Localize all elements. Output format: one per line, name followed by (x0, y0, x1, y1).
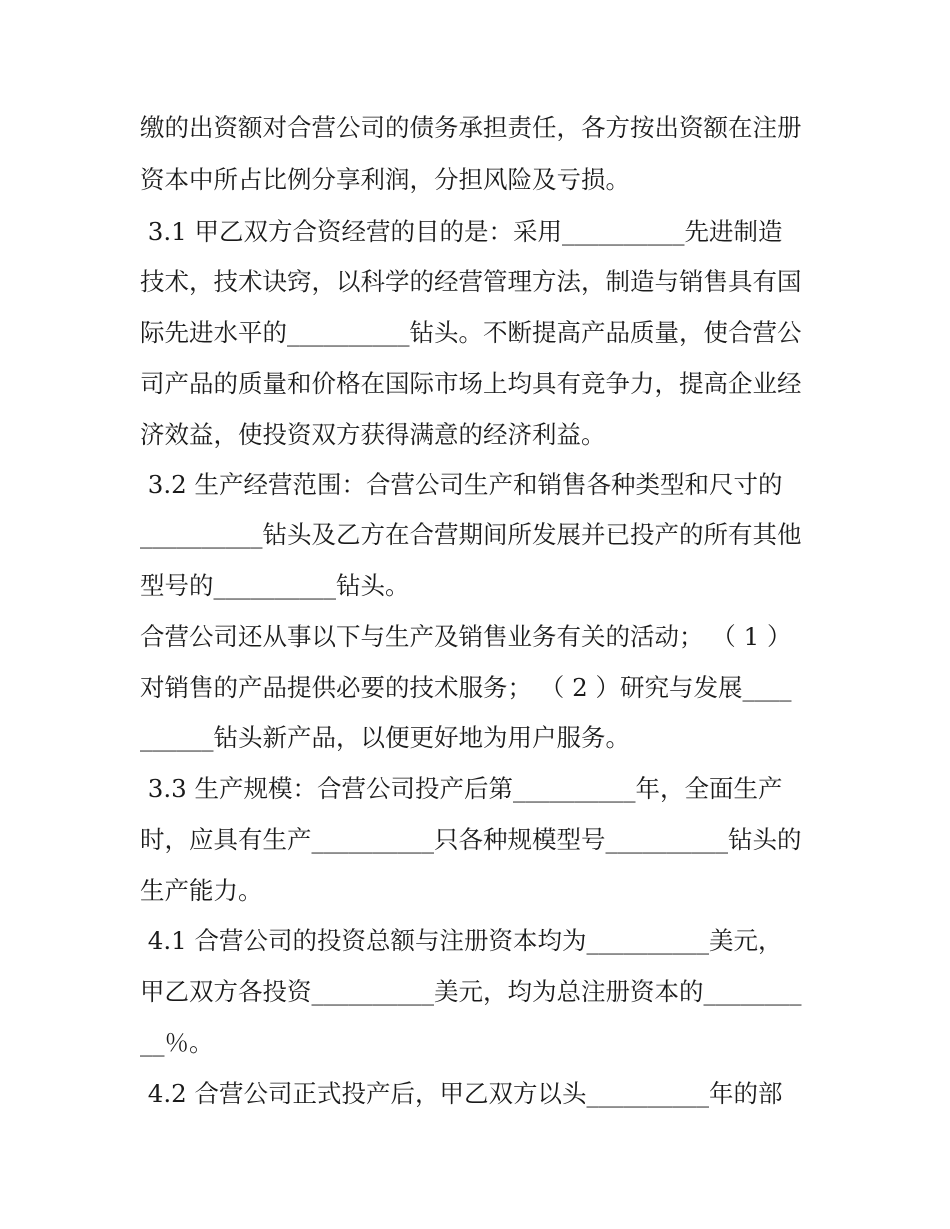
text-line: 3.2 生产经营范围：合营公司生产和销售各种类型和尺寸的 (140, 470, 783, 499)
text-line: ______钻头新产品，以便更好地为用户服务。 (140, 723, 630, 752)
text-line: 3.3 生产规模：合营公司投产后第__________年，全面生产 (140, 774, 783, 803)
text-line: 技术，技术诀窍，以科学的经营管理方法，制造与销售具有国 (140, 267, 802, 296)
text-line: 资本中所占比例分享利润，分担风险及亏损。 (140, 165, 630, 194)
text-line: 缴的出资额对合营公司的债务承担责任，各方按出资额在注册 (140, 113, 802, 142)
text-line: __________钻头及乙方在合营期间所发展并已投产的所有其他 (140, 520, 802, 549)
text-line: 际先进水平的__________钻头。不断提高产品质量，使合营公 (140, 318, 802, 347)
text-line: 型号的__________钻头。 (140, 571, 410, 600)
text-line: 对销售的产品提供必要的技术服务； （ 2 ）研究与发展____ (140, 673, 792, 702)
text-line: 4.1 合营公司的投资总额与注册资本均为__________美元， (140, 926, 783, 955)
text-line: __％。 (140, 1028, 214, 1057)
text-line: 合营公司还从事以下与生产及销售业务有关的活动； （ 1 ） (140, 622, 792, 651)
text-line: 司产品的质量和价格在国际市场上均具有竞争力，提高企业经 (140, 369, 802, 398)
text-line: 4.2 合营公司正式投产后，甲乙双方以头__________年的部 (140, 1079, 783, 1108)
text-line: 甲乙双方各投资__________美元，均为总注册资本的________ (140, 977, 802, 1006)
text-line: 济效益，使投资双方获得满意的经济利益。 (140, 420, 606, 449)
text-line: 时，应具有生产__________只各种规模型号__________钻头的 (140, 825, 802, 854)
text-line: 生产能力。 (140, 876, 263, 905)
text-line: 3.1 甲乙双方合资经营的目的是：采用__________先进制造 (140, 217, 783, 246)
